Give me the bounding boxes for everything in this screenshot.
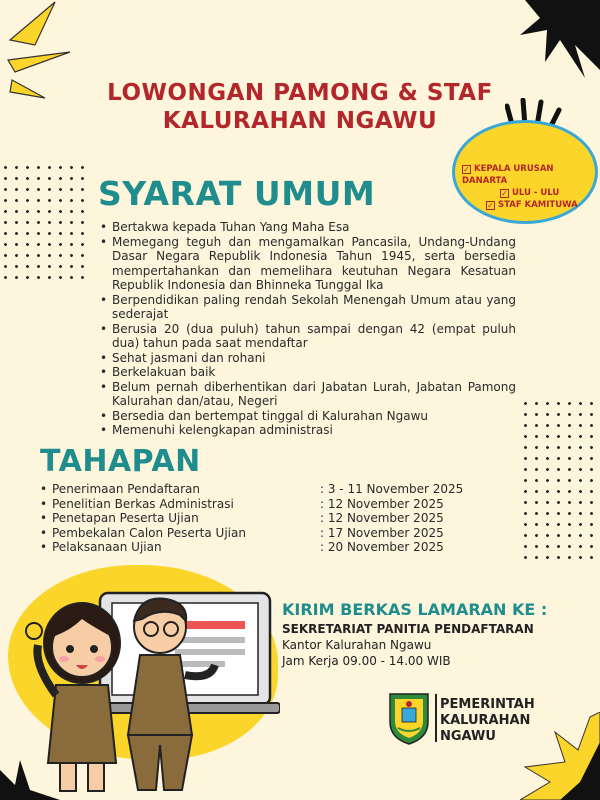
checkbox-icon: ✓ (463, 165, 470, 174)
syarat-heading: SYARAT UMUM (98, 174, 376, 213)
emblem-divider (435, 694, 437, 742)
list-item: • Pelaksanaan Ujian : 20 November 2025 (40, 540, 444, 554)
list-item: • Penerimaan Pendaftaran : 3 - 11 November 2025 (40, 482, 464, 496)
positions-list (462, 163, 600, 211)
pemerintah-label: PEMERINTAH KALURAHAN NGAWU (440, 697, 535, 744)
tahapan-list (40, 482, 463, 555)
list-item: • Memegang teguh dan mengamalkan Pancasila, Undang-Undang Dasar Negara Republik Indonesia Tahun 1945, serta bersedia mempertahankan dan memelihara keutuhan Negara Kesatuan Republik Indonesia dan Bhinneka Tunggal Ika (100, 235, 516, 293)
poster-title-line2: KALURAHAN NGAWU (162, 108, 438, 134)
position-item: ✓ KEPALA URUSAN DANARTA (462, 164, 554, 186)
list-item: • Belum pernah diberhentikan dari Jabatan Lurah, Jabatan Pamong Kalurahan dan/atau, Negeri (100, 380, 516, 409)
checkbox-icon: ✓ (487, 201, 494, 210)
syarat-list (100, 220, 516, 438)
starburst-top-right (505, 0, 600, 80)
list-item: • Berpendidikan paling rendah Sekolah Menengah Umum atau yang sederajat (100, 293, 516, 322)
list-item: • Bertakwa kepada Tuhan Yang Maha Esa (100, 220, 516, 235)
list-item: • Sehat jasmani dan rohani (100, 351, 516, 366)
tahapan-heading: TAHAPAN (40, 444, 201, 479)
kirim-heading: KIRIM BERKAS LAMARAN KE : (282, 600, 548, 619)
characters-illustration (20, 585, 280, 800)
kantor-label: Kantor Kalurahan Ngawu (282, 638, 432, 652)
list-item: • Memenuhi kelengkapan administrasi (100, 423, 516, 438)
dot-pattern-left (0, 162, 86, 282)
list-item: • Pembekalan Calon Peserta Ujian : 17 November 2025 (40, 525, 444, 540)
sekretariat-label: SEKRETARIAT PANITIA PENDAFTARAN (282, 622, 534, 636)
jam-kerja-label: Jam Kerja 09.00 - 14.00 WIB (282, 654, 451, 668)
list-item: • Penetapan Peserta Ujian : 12 November 2025 (40, 511, 444, 525)
dot-pattern-right (520, 398, 600, 566)
list-item: • Berkelakuan baik (100, 365, 516, 380)
poster-title-line1: LOWONGAN PAMONG & STAF (107, 80, 493, 106)
position-item: ✓ ULU - ULU (501, 188, 560, 198)
position-item: ✓ STAF KAMITUWA (487, 200, 578, 210)
list-item: • Berusia 20 (dua puluh) tahun sampai dengan 42 (empat puluh dua) tahun pada saat mendaftar (100, 322, 516, 351)
list-item: • Penelitian Berkas Administrasi : 12 November 2025 (40, 496, 444, 511)
checkbox-icon: ✓ (501, 189, 508, 198)
ngawu-emblem-icon (386, 690, 432, 746)
list-item: • Bersedia dan bertempat tinggal di Kalurahan Ngawu (100, 409, 516, 424)
